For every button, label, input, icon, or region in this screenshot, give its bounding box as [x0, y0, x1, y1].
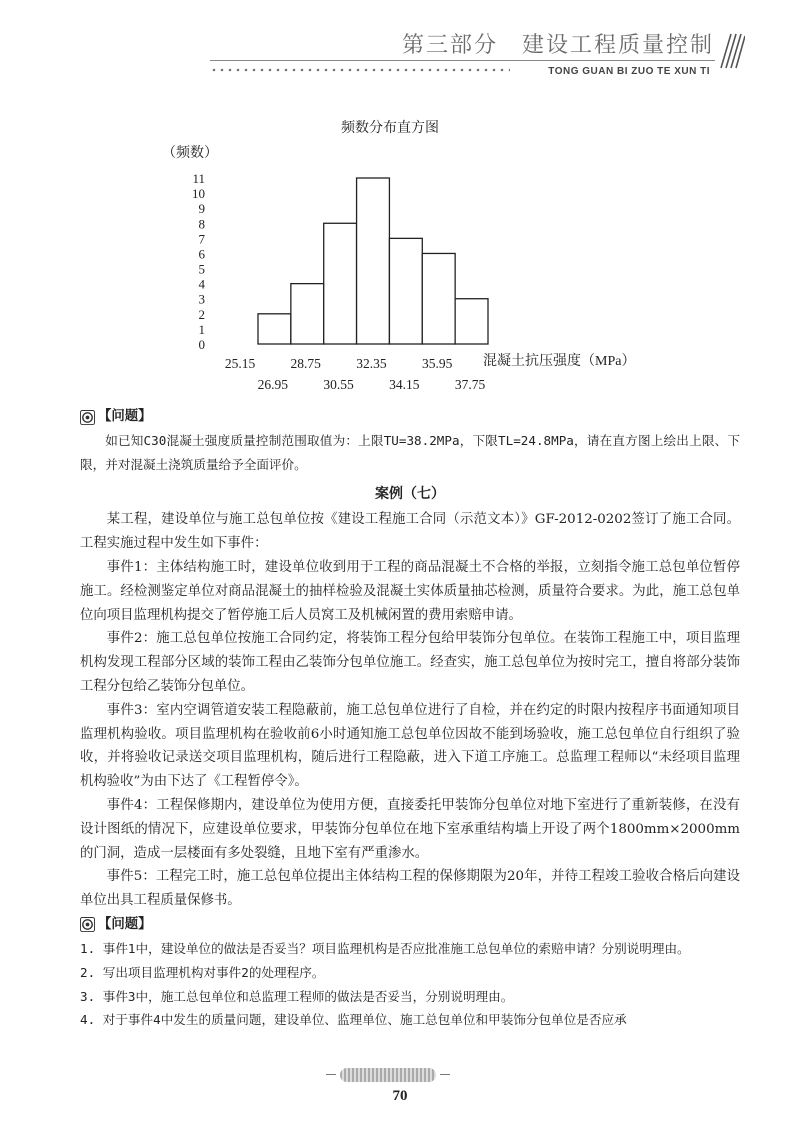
- histogram-bar: [389, 238, 422, 344]
- y-tick-label: 1: [198, 321, 205, 337]
- page-content: [80, 405, 740, 1032]
- histogram-chart: [0, 110, 800, 400]
- header-title: [402, 28, 714, 59]
- header-dots: [210, 67, 510, 73]
- histogram-bar: [357, 178, 390, 344]
- header-part: 第三部分: [401, 33, 498, 58]
- page-header: [0, 0, 800, 90]
- x-tick-label: 30.55: [323, 377, 354, 392]
- x-tick-label: 35.95: [421, 356, 453, 371]
- x-tick-label: 37.75: [454, 377, 486, 392]
- question-icon: [80, 410, 95, 425]
- y-tick-label: 3: [198, 291, 205, 307]
- page-footer: [0, 1060, 800, 1120]
- chart-y-axis-label: （频数）: [162, 146, 218, 161]
- question-item: 4. 对于事件4中发生的质量问题，建设单位、监理单位、施工总包单位和甲装饰分包单位是否应承: [80, 1012, 627, 1028]
- header-section-title: 建设工程质量控制: [521, 33, 714, 58]
- question-item: 1. 事件1中，建设单位的做法是否妥当？项目监理机构是否应批准施工总包单位的索赔申请？分别说明理由。: [80, 940, 690, 956]
- histogram-bar: [324, 223, 357, 344]
- page-number: 70: [392, 1088, 408, 1104]
- event-4: 事件4：工程保修期内，建设单位为使用方便，直接委托甲装饰分包单位对地下室进行了重新装修，在没有设计图纸的情况下，应建设单位要求，甲装饰分包单位在地下室承重结构墙上开设了两个1800mm×2000mm的门洞，造成一层楼面有多处裂缝，且地下室有严重渗水。: [80, 797, 740, 861]
- footer-ornament: [340, 1068, 436, 1082]
- question-heading-2: [80, 913, 740, 937]
- y-tick-label: 5: [198, 261, 205, 277]
- header-rule: [210, 60, 715, 61]
- case-title: 案例（七）: [375, 485, 445, 502]
- x-tick-label: 32.35: [356, 356, 387, 371]
- y-tick-label: 7: [198, 231, 205, 247]
- x-tick-label: 26.95: [257, 377, 289, 392]
- footer-dash: [326, 1074, 336, 1075]
- question-heading-label: 【问题】: [98, 916, 152, 933]
- question-icon: [80, 917, 95, 932]
- histogram-svg: [0, 110, 800, 400]
- header-pinyin: TONG GUAN BI ZUO TE XUN TI: [548, 66, 710, 77]
- chart-x-axis-label: 混凝土抗压强度（MPa）: [483, 354, 636, 369]
- y-tick-label: 2: [198, 306, 205, 322]
- y-tick-label: 11: [192, 171, 205, 186]
- y-tick-label: 6: [198, 246, 205, 262]
- y-tick-label: 0: [198, 337, 205, 352]
- event-2: 事件2：施工总包单位按施工合同约定，将装饰工程分包给甲装饰分包单位。在装饰工程施工中，项目监理机构发现工程部分区域的装饰工程由乙装饰分包单位施工。经查实，施工总包单位为按时完工，擅自将部分装饰工程分包给乙装饰分包单位。: [80, 631, 740, 694]
- header-slash-ornament: [713, 30, 745, 70]
- chart-title: 频数分布直方图: [341, 121, 439, 136]
- histogram-bar: [455, 299, 488, 344]
- y-tick-label: 10: [192, 186, 205, 202]
- event-3: 事件3：室内空调管道安装工程隐蔽前，施工总包单位进行了自检，并在约定的时限内按程序书面通知项目监理机构验收。项目监理机构在验收前6小时通知施工总包单位因故不能到场验收，施工总包单位自行组织了验收，并将验收记录送交项目监理机构，随后进行工程隐蔽，进入下道工序施工。总监理工程师以“未经项目监理机构验收”为由下达了《工程暂停令》。: [80, 702, 740, 790]
- event-5: 事件5：工程完工时，施工总包单位提出主体结构工程的保修期限为20年，并待工程竣工验收合格后向建设单位出具工程质量保修书。: [80, 869, 740, 909]
- question-item: 3. 事件3中，施工总包单位和总监理工程师的做法是否妥当，分别说明理由。: [80, 988, 514, 1004]
- y-tick-label: 8: [198, 216, 205, 232]
- question-heading-1: [80, 405, 740, 429]
- question-heading-label: 【问题】: [98, 408, 152, 425]
- histogram-bar: [258, 314, 291, 344]
- y-tick-label: 9: [198, 201, 205, 217]
- question-item: 2. 写出项目监理机构对事件2的处理程序。: [80, 964, 325, 980]
- question-list: [80, 937, 740, 1032]
- question-1-text: 如已知C30混凝土强度质量控制范围取值为：上限TU=38.2MPa，下限TL=24.8MPa，请在直方图上绘出上限、下限，并对混凝土浇筑质量给予全面评价。: [80, 433, 740, 472]
- x-tick-label: 34.15: [389, 377, 420, 392]
- x-tick-label: 28.75: [290, 356, 321, 371]
- histogram-bar: [291, 284, 324, 344]
- x-tick-label: 25.15: [224, 356, 256, 371]
- case-intro: 某工程，建设单位与施工总包单位按《建设工程施工合同（示范文本）》GF-2012-0202签订了施工合同。工程实施过程中发生如下事件：: [80, 512, 740, 552]
- y-tick-label: 4: [198, 276, 205, 292]
- footer-dash: [440, 1074, 450, 1075]
- event-1: 事件1：主体结构施工时，建设单位收到用于工程的商品混凝土不合格的举报，立刻指令施工总包单位暂停施工。经检测鉴定单位对商品混凝土的抽样检验及混凝土实体质量抽芯检测，质量符合要求。为此，施工总包单位向项目监理机构提交了暂停施工后人员窝工及机械闲置的费用索赔申请。: [80, 559, 740, 623]
- histogram-bar: [422, 253, 455, 344]
